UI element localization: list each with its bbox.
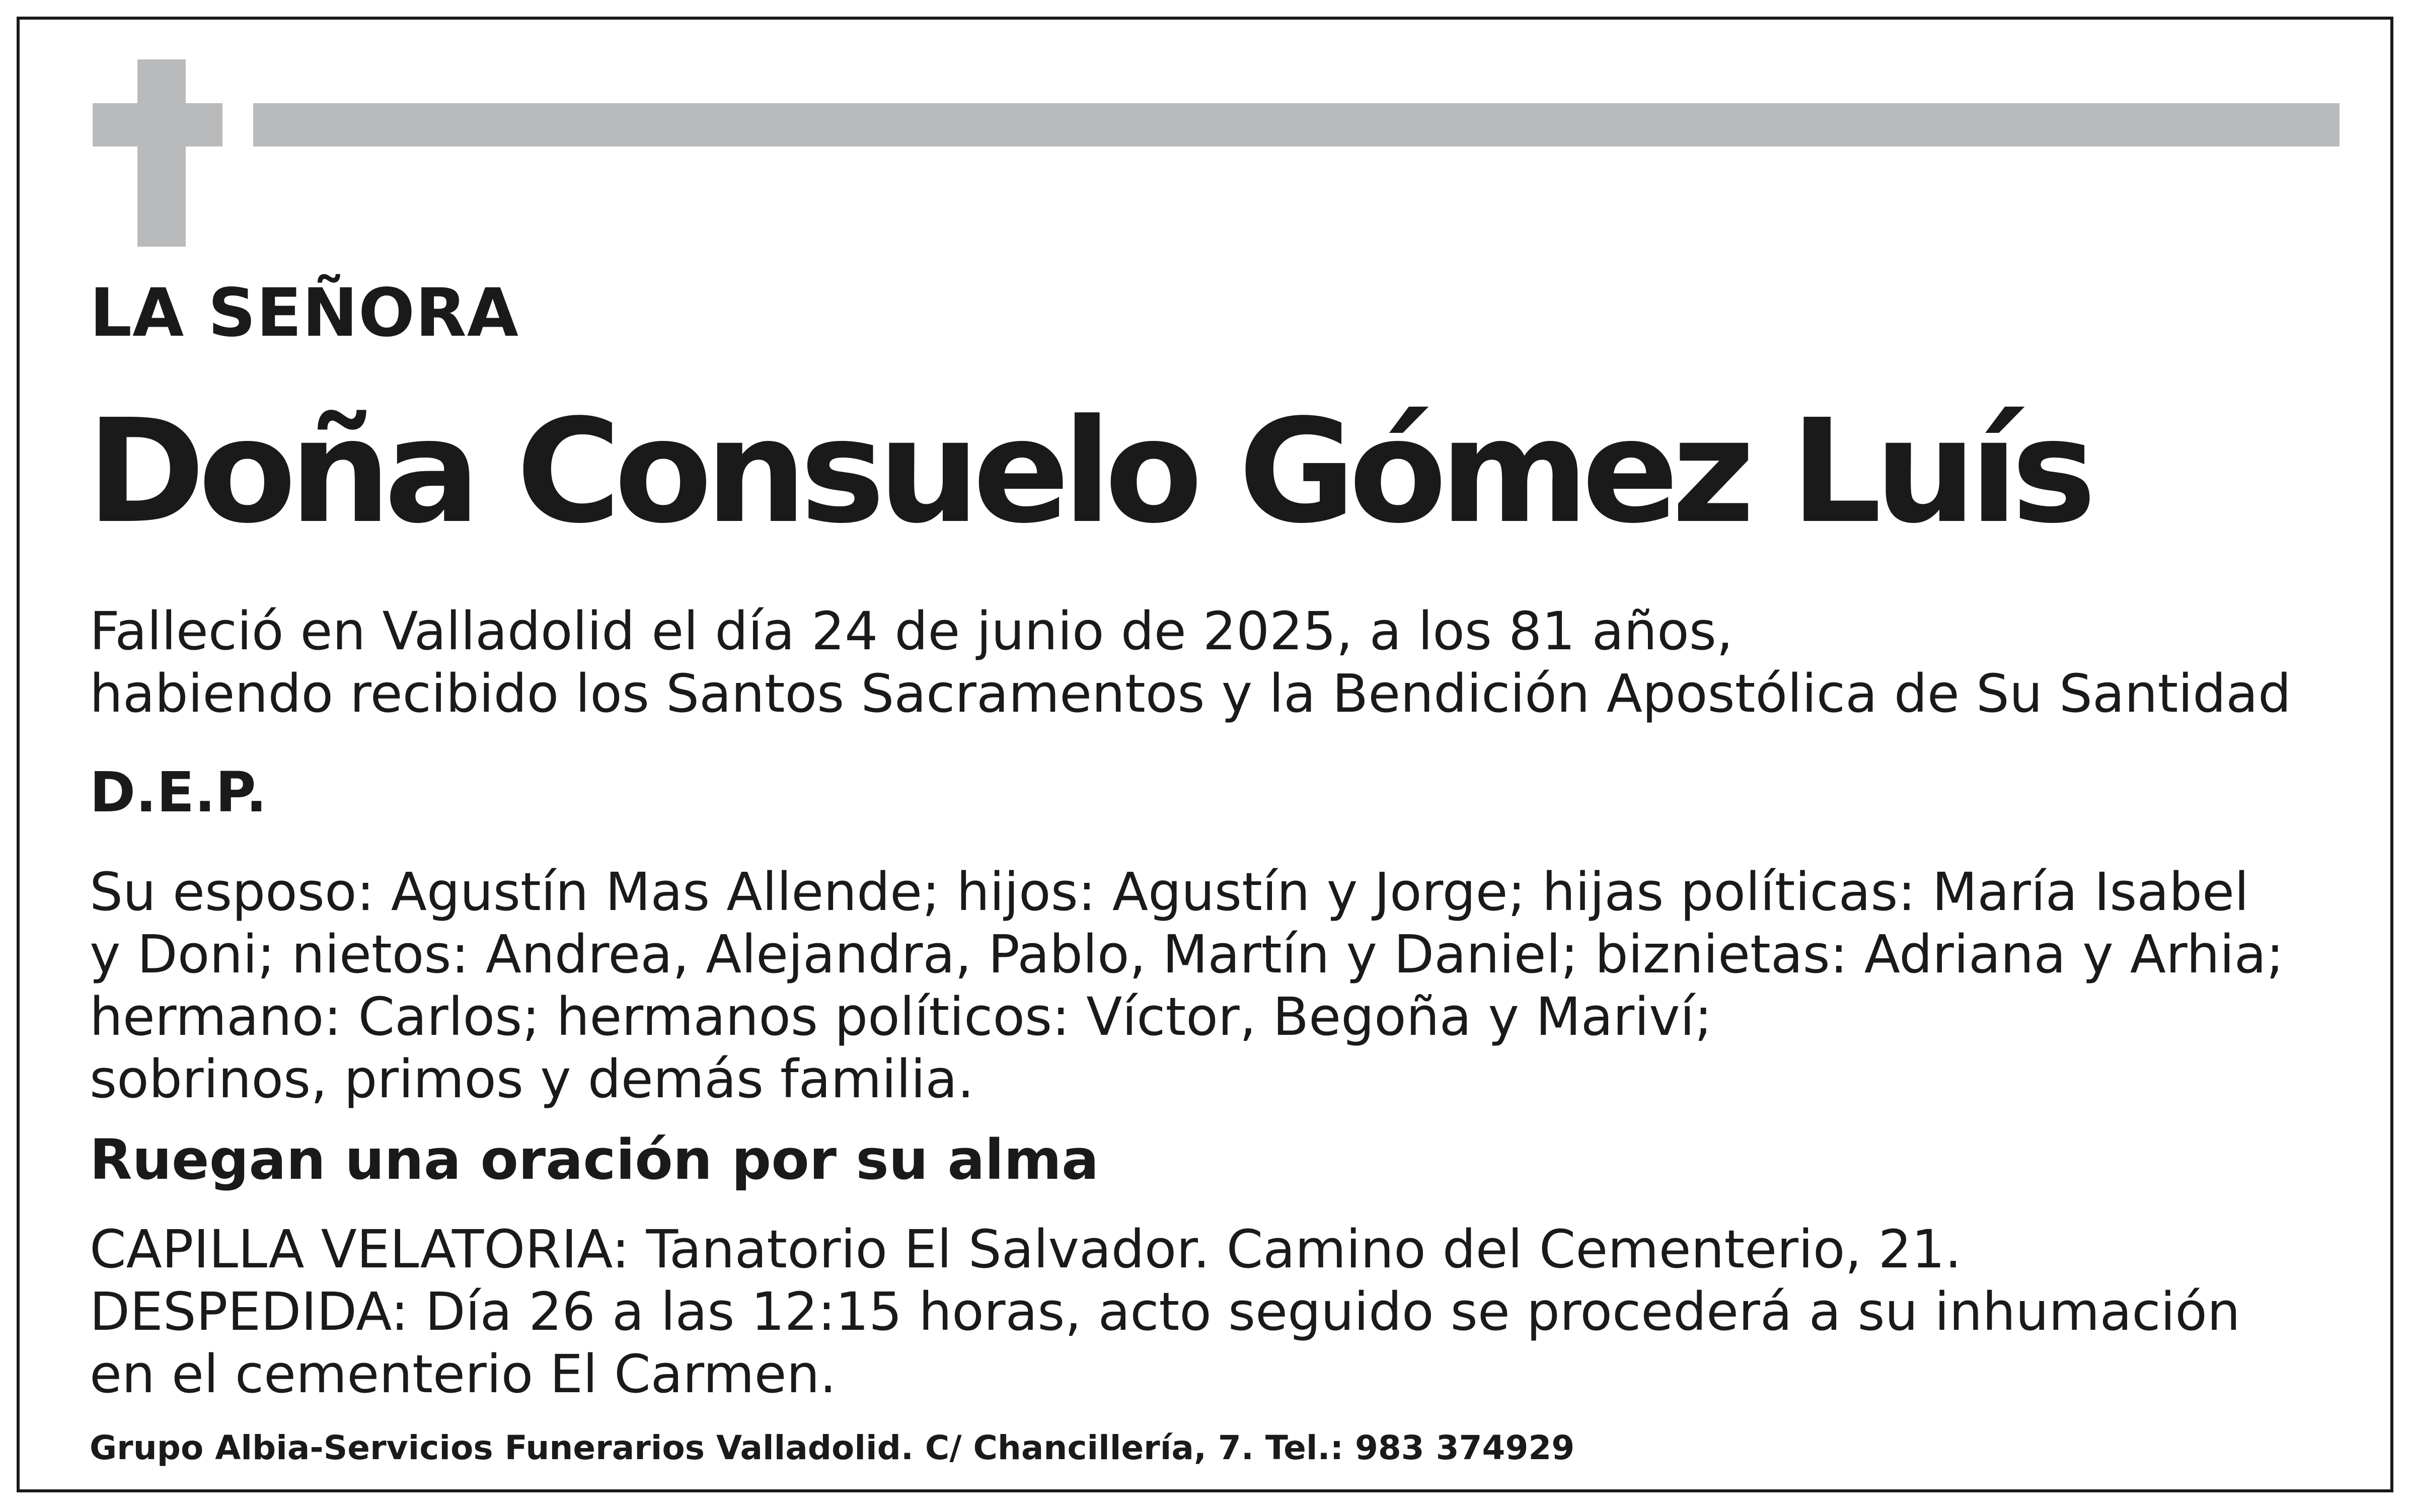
service-line: CAPILLA VELATORIA: Tanatorio El Salvador. Camino del Cementerio, 21.: [90, 1219, 1962, 1280]
funeral-home-footer: Grupo Albia-Servicios Funerarios Valladolid. C/ Chancillería, 7. Tel.: 983 374929: [90, 1428, 1575, 1467]
family-list: [90, 861, 2284, 1110]
family-line: hermano: Carlos; hermanos políticos: Víctor, Begoña y Mariví;: [90, 986, 1712, 1047]
deceased-name: Doña Consuelo Gómez Luís: [87, 388, 2089, 555]
family-line: y Doni; nietos: Andrea, Alejandra, Pablo, Martín y Daniel; biznietas: Adriana y Arhia;: [90, 924, 2284, 985]
service-line: DESPEDIDA: Día 26 a las 12:15 horas, acto seguido se procederá a su inhumación: [90, 1281, 2240, 1342]
honorific: LA SEÑORA: [90, 274, 519, 352]
family-line: sobrinos, primos y demás familia.: [90, 1048, 974, 1110]
service-details: [90, 1218, 2240, 1405]
death-notice-line: habiendo recibido los Santos Sacramentos y la Bendición Apostólica de Su Santidad: [90, 663, 2292, 724]
cross-icon-arm: [93, 103, 222, 146]
service-line: en el cementerio El Carmen.: [90, 1343, 837, 1405]
death-notice: [90, 600, 2291, 725]
header-bar: [253, 103, 2340, 146]
family-line: Su esposo: Agustín Mas Allende; hijos: Agustín y Jorge; hijas políticas: María Isabel: [90, 861, 2249, 923]
rip-label: D.E.P.: [90, 760, 267, 824]
death-notice-line: Falleció en Valladolid el día 24 de junio de 2025, a los 81 años,: [90, 600, 1733, 662]
cross-icon: [137, 59, 186, 247]
prayer-request: Ruegan una oración por su alma: [90, 1127, 1099, 1192]
